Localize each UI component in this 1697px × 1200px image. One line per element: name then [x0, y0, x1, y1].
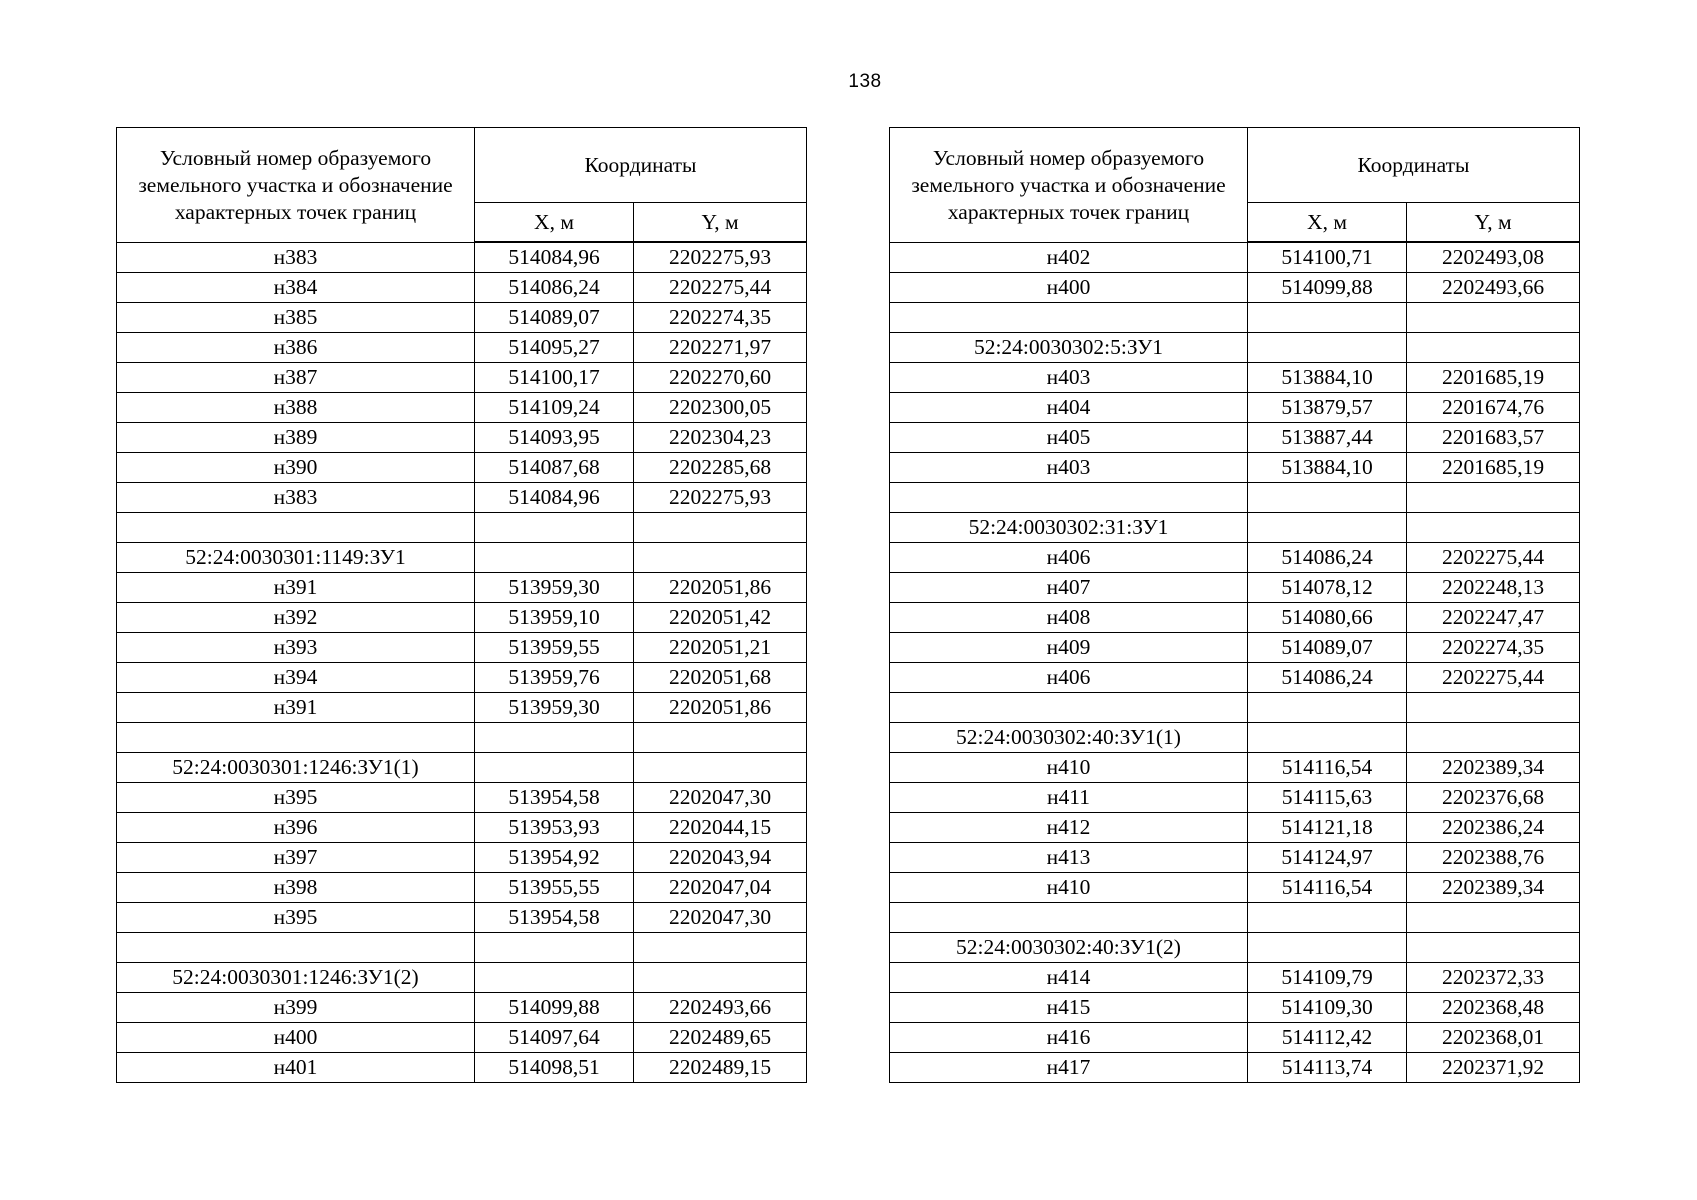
point-name-cell: н406 — [890, 663, 1248, 693]
y-coordinate-cell: 2202274,35 — [634, 303, 807, 333]
header-x: X, м — [475, 203, 634, 243]
x-coordinate-cell: 514113,74 — [1248, 1053, 1407, 1083]
y-coordinate-cell: 2202368,48 — [1407, 993, 1580, 1023]
header-coordinates: Координаты — [475, 128, 807, 203]
y-coordinate-cell: 2202051,86 — [634, 693, 807, 723]
point-name-cell: 52:24:0030301:1149:ЗУ1 — [117, 543, 475, 573]
x-coordinate-cell: 514098,51 — [475, 1053, 634, 1083]
y-coordinate-cell: 2202047,04 — [634, 873, 807, 903]
y-coordinate-cell: 2202275,44 — [634, 273, 807, 303]
table-row — [890, 483, 1580, 513]
y-coordinate-cell: 2201685,19 — [1407, 363, 1580, 393]
table-row — [890, 903, 1580, 933]
x-coordinate-cell — [1248, 903, 1407, 933]
x-coordinate-cell: 514097,64 — [475, 1023, 634, 1053]
point-name-cell: н398 — [117, 873, 475, 903]
point-name-cell: н408 — [890, 603, 1248, 633]
x-coordinate-cell — [1248, 333, 1407, 363]
table-row — [117, 993, 807, 1023]
table-row — [890, 1053, 1580, 1083]
x-coordinate-cell: 514112,42 — [1248, 1023, 1407, 1053]
x-coordinate-cell — [1248, 693, 1407, 723]
point-name-cell — [890, 303, 1248, 333]
table-row — [890, 423, 1580, 453]
table-row — [890, 303, 1580, 333]
point-name-cell: н403 — [890, 453, 1248, 483]
point-name-cell: н413 — [890, 843, 1248, 873]
point-name-cell — [117, 933, 475, 963]
y-coordinate-cell: 2202493,08 — [1407, 242, 1580, 273]
point-name-cell: н383 — [117, 483, 475, 513]
table-row — [890, 993, 1580, 1023]
table-row — [117, 513, 807, 543]
y-coordinate-cell — [1407, 303, 1580, 333]
point-name-cell: н409 — [890, 633, 1248, 663]
point-name-cell: н388 — [117, 393, 475, 423]
table-row — [117, 543, 807, 573]
point-name-cell: 52:24:0030301:1246:ЗУ1(1) — [117, 753, 475, 783]
table-row — [117, 663, 807, 693]
y-coordinate-cell: 2201685,19 — [1407, 453, 1580, 483]
table-row — [890, 543, 1580, 573]
y-coordinate-cell — [634, 513, 807, 543]
y-coordinate-cell — [1407, 723, 1580, 753]
header-point-name: Условный номер образуемого земельного участка и обозначение характерных точек границ — [890, 128, 1248, 243]
x-coordinate-cell — [1248, 303, 1407, 333]
point-name-cell: н405 — [890, 423, 1248, 453]
table-header-row — [117, 128, 807, 203]
x-coordinate-cell: 513954,92 — [475, 843, 634, 873]
y-coordinate-cell: 2202372,33 — [1407, 963, 1580, 993]
y-coordinate-cell — [1407, 933, 1580, 963]
x-coordinate-cell: 513879,57 — [1248, 393, 1407, 423]
x-coordinate-cell: 514080,66 — [1248, 603, 1407, 633]
x-coordinate-cell: 514089,07 — [475, 303, 634, 333]
x-coordinate-cell: 514100,71 — [1248, 242, 1407, 273]
table-row — [890, 1023, 1580, 1053]
point-name-cell: н400 — [117, 1023, 475, 1053]
table-row — [117, 423, 807, 453]
point-name-cell: н395 — [117, 903, 475, 933]
table-row — [890, 242, 1580, 273]
point-name-cell: н392 — [117, 603, 475, 633]
table-body-left — [117, 242, 807, 1083]
y-coordinate-cell: 2202493,66 — [634, 993, 807, 1023]
y-coordinate-cell: 2202247,47 — [1407, 603, 1580, 633]
x-coordinate-cell: 514084,96 — [475, 483, 634, 513]
point-name-cell: н401 — [117, 1053, 475, 1083]
point-name-cell: н411 — [890, 783, 1248, 813]
x-coordinate-cell — [1248, 933, 1407, 963]
point-name-cell: н391 — [117, 693, 475, 723]
coordinates-table-right — [889, 127, 1580, 1083]
x-coordinate-cell: 514109,24 — [475, 393, 634, 423]
point-name-cell: н396 — [117, 813, 475, 843]
x-coordinate-cell: 514078,12 — [1248, 573, 1407, 603]
y-coordinate-cell — [1407, 333, 1580, 363]
table-row — [117, 453, 807, 483]
table-row — [890, 663, 1580, 693]
x-coordinate-cell: 513959,30 — [475, 693, 634, 723]
y-coordinate-cell: 2201674,76 — [1407, 393, 1580, 423]
point-name-cell — [890, 903, 1248, 933]
point-name-cell: н406 — [890, 543, 1248, 573]
x-coordinate-cell: 513884,10 — [1248, 453, 1407, 483]
table-row — [117, 483, 807, 513]
table-row — [117, 903, 807, 933]
table-row — [117, 1023, 807, 1053]
y-coordinate-cell: 2202285,68 — [634, 453, 807, 483]
y-coordinate-cell: 2201683,57 — [1407, 423, 1580, 453]
y-coordinate-cell: 2202275,44 — [1407, 543, 1580, 573]
x-coordinate-cell — [1248, 483, 1407, 513]
point-name-cell: н403 — [890, 363, 1248, 393]
y-coordinate-cell: 2202044,15 — [634, 813, 807, 843]
y-coordinate-cell: 2202275,93 — [634, 483, 807, 513]
point-name-cell — [117, 513, 475, 543]
y-coordinate-cell — [1407, 513, 1580, 543]
table-row — [890, 843, 1580, 873]
x-coordinate-cell: 514099,88 — [1248, 273, 1407, 303]
table-row — [890, 873, 1580, 903]
y-coordinate-cell: 2202248,13 — [1407, 573, 1580, 603]
x-coordinate-cell: 514116,54 — [1248, 753, 1407, 783]
point-name-cell: 52:24:0030302:31:ЗУ1 — [890, 513, 1248, 543]
table-row — [117, 393, 807, 423]
table-row — [117, 693, 807, 723]
y-coordinate-cell: 2202275,44 — [1407, 663, 1580, 693]
header-point-name: Условный номер образуемого земельного участка и обозначение характерных точек границ — [117, 128, 475, 243]
y-coordinate-cell: 2202371,92 — [1407, 1053, 1580, 1083]
x-coordinate-cell: 513959,30 — [475, 573, 634, 603]
y-coordinate-cell: 2202368,01 — [1407, 1023, 1580, 1053]
point-name-cell: н400 — [890, 273, 1248, 303]
x-coordinate-cell — [475, 963, 634, 993]
table-row — [890, 783, 1580, 813]
point-name-cell: н386 — [117, 333, 475, 363]
table-row — [117, 843, 807, 873]
x-coordinate-cell: 513953,93 — [475, 813, 634, 843]
y-coordinate-cell: 2202388,76 — [1407, 843, 1580, 873]
point-name-cell — [890, 483, 1248, 513]
x-coordinate-cell: 513954,58 — [475, 783, 634, 813]
x-coordinate-cell: 514121,18 — [1248, 813, 1407, 843]
point-name-cell: н383 — [117, 242, 475, 273]
page-number: 138 — [848, 71, 882, 92]
point-name-cell: н412 — [890, 813, 1248, 843]
x-coordinate-cell: 514093,95 — [475, 423, 634, 453]
y-coordinate-cell — [1407, 483, 1580, 513]
y-coordinate-cell: 2202389,34 — [1407, 753, 1580, 783]
y-coordinate-cell: 2202270,60 — [634, 363, 807, 393]
table-row — [890, 963, 1580, 993]
table-row — [890, 363, 1580, 393]
table-row — [117, 603, 807, 633]
table-row — [890, 723, 1580, 753]
table-header-row — [890, 128, 1580, 203]
x-coordinate-cell — [475, 723, 634, 753]
y-coordinate-cell: 2202274,35 — [1407, 633, 1580, 663]
table-row — [890, 933, 1580, 963]
point-name-cell: н402 — [890, 242, 1248, 273]
y-coordinate-cell: 2202386,24 — [1407, 813, 1580, 843]
point-name-cell: н407 — [890, 573, 1248, 603]
point-name-cell — [890, 693, 1248, 723]
point-name-cell: н384 — [117, 273, 475, 303]
table-row — [890, 393, 1580, 423]
header-coordinates: Координаты — [1248, 128, 1580, 203]
point-name-cell: н404 — [890, 393, 1248, 423]
x-coordinate-cell: 514089,07 — [1248, 633, 1407, 663]
table-row — [117, 813, 807, 843]
table-row — [890, 813, 1580, 843]
x-coordinate-cell — [475, 933, 634, 963]
header-y: Y, м — [634, 203, 807, 243]
y-coordinate-cell: 2202051,68 — [634, 663, 807, 693]
y-coordinate-cell — [634, 753, 807, 783]
y-coordinate-cell — [634, 723, 807, 753]
point-name-cell: н387 — [117, 363, 475, 393]
point-name-cell: 52:24:0030301:1246:ЗУ1(2) — [117, 963, 475, 993]
point-name-cell: н397 — [117, 843, 475, 873]
y-coordinate-cell: 2202389,34 — [1407, 873, 1580, 903]
point-name-cell — [117, 723, 475, 753]
point-name-cell: н416 — [890, 1023, 1248, 1053]
x-coordinate-cell: 513959,76 — [475, 663, 634, 693]
y-coordinate-cell: 2202304,23 — [634, 423, 807, 453]
table-row — [890, 693, 1580, 723]
table-row — [117, 573, 807, 603]
point-name-cell: н410 — [890, 873, 1248, 903]
table-row — [117, 633, 807, 663]
x-coordinate-cell: 513959,10 — [475, 603, 634, 633]
table-row — [117, 873, 807, 903]
table-row — [117, 723, 807, 753]
point-name-cell: 52:24:0030302:5:ЗУ1 — [890, 333, 1248, 363]
table-row — [117, 783, 807, 813]
table-row — [890, 633, 1580, 663]
x-coordinate-cell: 514115,63 — [1248, 783, 1407, 813]
table-row — [117, 933, 807, 963]
y-coordinate-cell: 2202047,30 — [634, 783, 807, 813]
point-name-cell: н415 — [890, 993, 1248, 1023]
y-coordinate-cell: 2202376,68 — [1407, 783, 1580, 813]
y-coordinate-cell: 2202493,66 — [1407, 273, 1580, 303]
point-name-cell: 52:24:0030302:40:ЗУ1(1) — [890, 723, 1248, 753]
point-name-cell: н391 — [117, 573, 475, 603]
point-name-cell: н394 — [117, 663, 475, 693]
point-name-cell: н389 — [117, 423, 475, 453]
header-y: Y, м — [1407, 203, 1580, 243]
table-row — [890, 273, 1580, 303]
x-coordinate-cell: 514099,88 — [475, 993, 634, 1023]
y-coordinate-cell: 2202051,21 — [634, 633, 807, 663]
table-row — [117, 963, 807, 993]
y-coordinate-cell: 2202300,05 — [634, 393, 807, 423]
y-coordinate-cell: 2202043,94 — [634, 843, 807, 873]
table-row — [890, 513, 1580, 543]
y-coordinate-cell — [634, 933, 807, 963]
table-row — [890, 603, 1580, 633]
x-coordinate-cell: 513955,55 — [475, 873, 634, 903]
x-coordinate-cell: 514100,17 — [475, 363, 634, 393]
table-row — [117, 1053, 807, 1083]
y-coordinate-cell — [634, 543, 807, 573]
y-coordinate-cell — [1407, 903, 1580, 933]
y-coordinate-cell: 2202051,86 — [634, 573, 807, 603]
table-row — [117, 753, 807, 783]
table-row — [890, 753, 1580, 783]
x-coordinate-cell: 514086,24 — [475, 273, 634, 303]
point-name-cell: н414 — [890, 963, 1248, 993]
x-coordinate-cell — [475, 513, 634, 543]
x-coordinate-cell: 513954,58 — [475, 903, 634, 933]
coordinates-table-left — [116, 127, 807, 1083]
table-row — [117, 242, 807, 273]
x-coordinate-cell: 514109,79 — [1248, 963, 1407, 993]
point-name-cell: н395 — [117, 783, 475, 813]
point-name-cell: н393 — [117, 633, 475, 663]
y-coordinate-cell: 2202047,30 — [634, 903, 807, 933]
y-coordinate-cell: 2202051,42 — [634, 603, 807, 633]
y-coordinate-cell: 2202489,65 — [634, 1023, 807, 1053]
point-name-cell: н399 — [117, 993, 475, 1023]
x-coordinate-cell: 513887,44 — [1248, 423, 1407, 453]
y-coordinate-cell: 2202489,15 — [634, 1053, 807, 1083]
x-coordinate-cell: 514087,68 — [475, 453, 634, 483]
y-coordinate-cell — [634, 963, 807, 993]
x-coordinate-cell: 514084,96 — [475, 242, 634, 273]
table-row — [117, 303, 807, 333]
x-coordinate-cell: 514116,54 — [1248, 873, 1407, 903]
table-row — [117, 273, 807, 303]
point-name-cell: 52:24:0030302:40:ЗУ1(2) — [890, 933, 1248, 963]
table-row — [117, 363, 807, 393]
point-name-cell: н390 — [117, 453, 475, 483]
table-body-right — [890, 242, 1580, 1083]
x-coordinate-cell: 514109,30 — [1248, 993, 1407, 1023]
header-x: X, м — [1248, 203, 1407, 243]
table-row — [890, 333, 1580, 363]
x-coordinate-cell — [475, 543, 634, 573]
x-coordinate-cell — [1248, 723, 1407, 753]
table-row — [117, 333, 807, 363]
y-coordinate-cell: 2202271,97 — [634, 333, 807, 363]
point-name-cell: н410 — [890, 753, 1248, 783]
x-coordinate-cell: 514086,24 — [1248, 543, 1407, 573]
x-coordinate-cell — [475, 753, 634, 783]
x-coordinate-cell: 514124,97 — [1248, 843, 1407, 873]
table-row — [890, 453, 1580, 483]
x-coordinate-cell: 514095,27 — [475, 333, 634, 363]
x-coordinate-cell: 514086,24 — [1248, 663, 1407, 693]
x-coordinate-cell: 513884,10 — [1248, 363, 1407, 393]
y-coordinate-cell: 2202275,93 — [634, 242, 807, 273]
table-row — [890, 573, 1580, 603]
point-name-cell: н417 — [890, 1053, 1248, 1083]
y-coordinate-cell — [1407, 693, 1580, 723]
point-name-cell: н385 — [117, 303, 475, 333]
x-coordinate-cell — [1248, 513, 1407, 543]
x-coordinate-cell: 513959,55 — [475, 633, 634, 663]
